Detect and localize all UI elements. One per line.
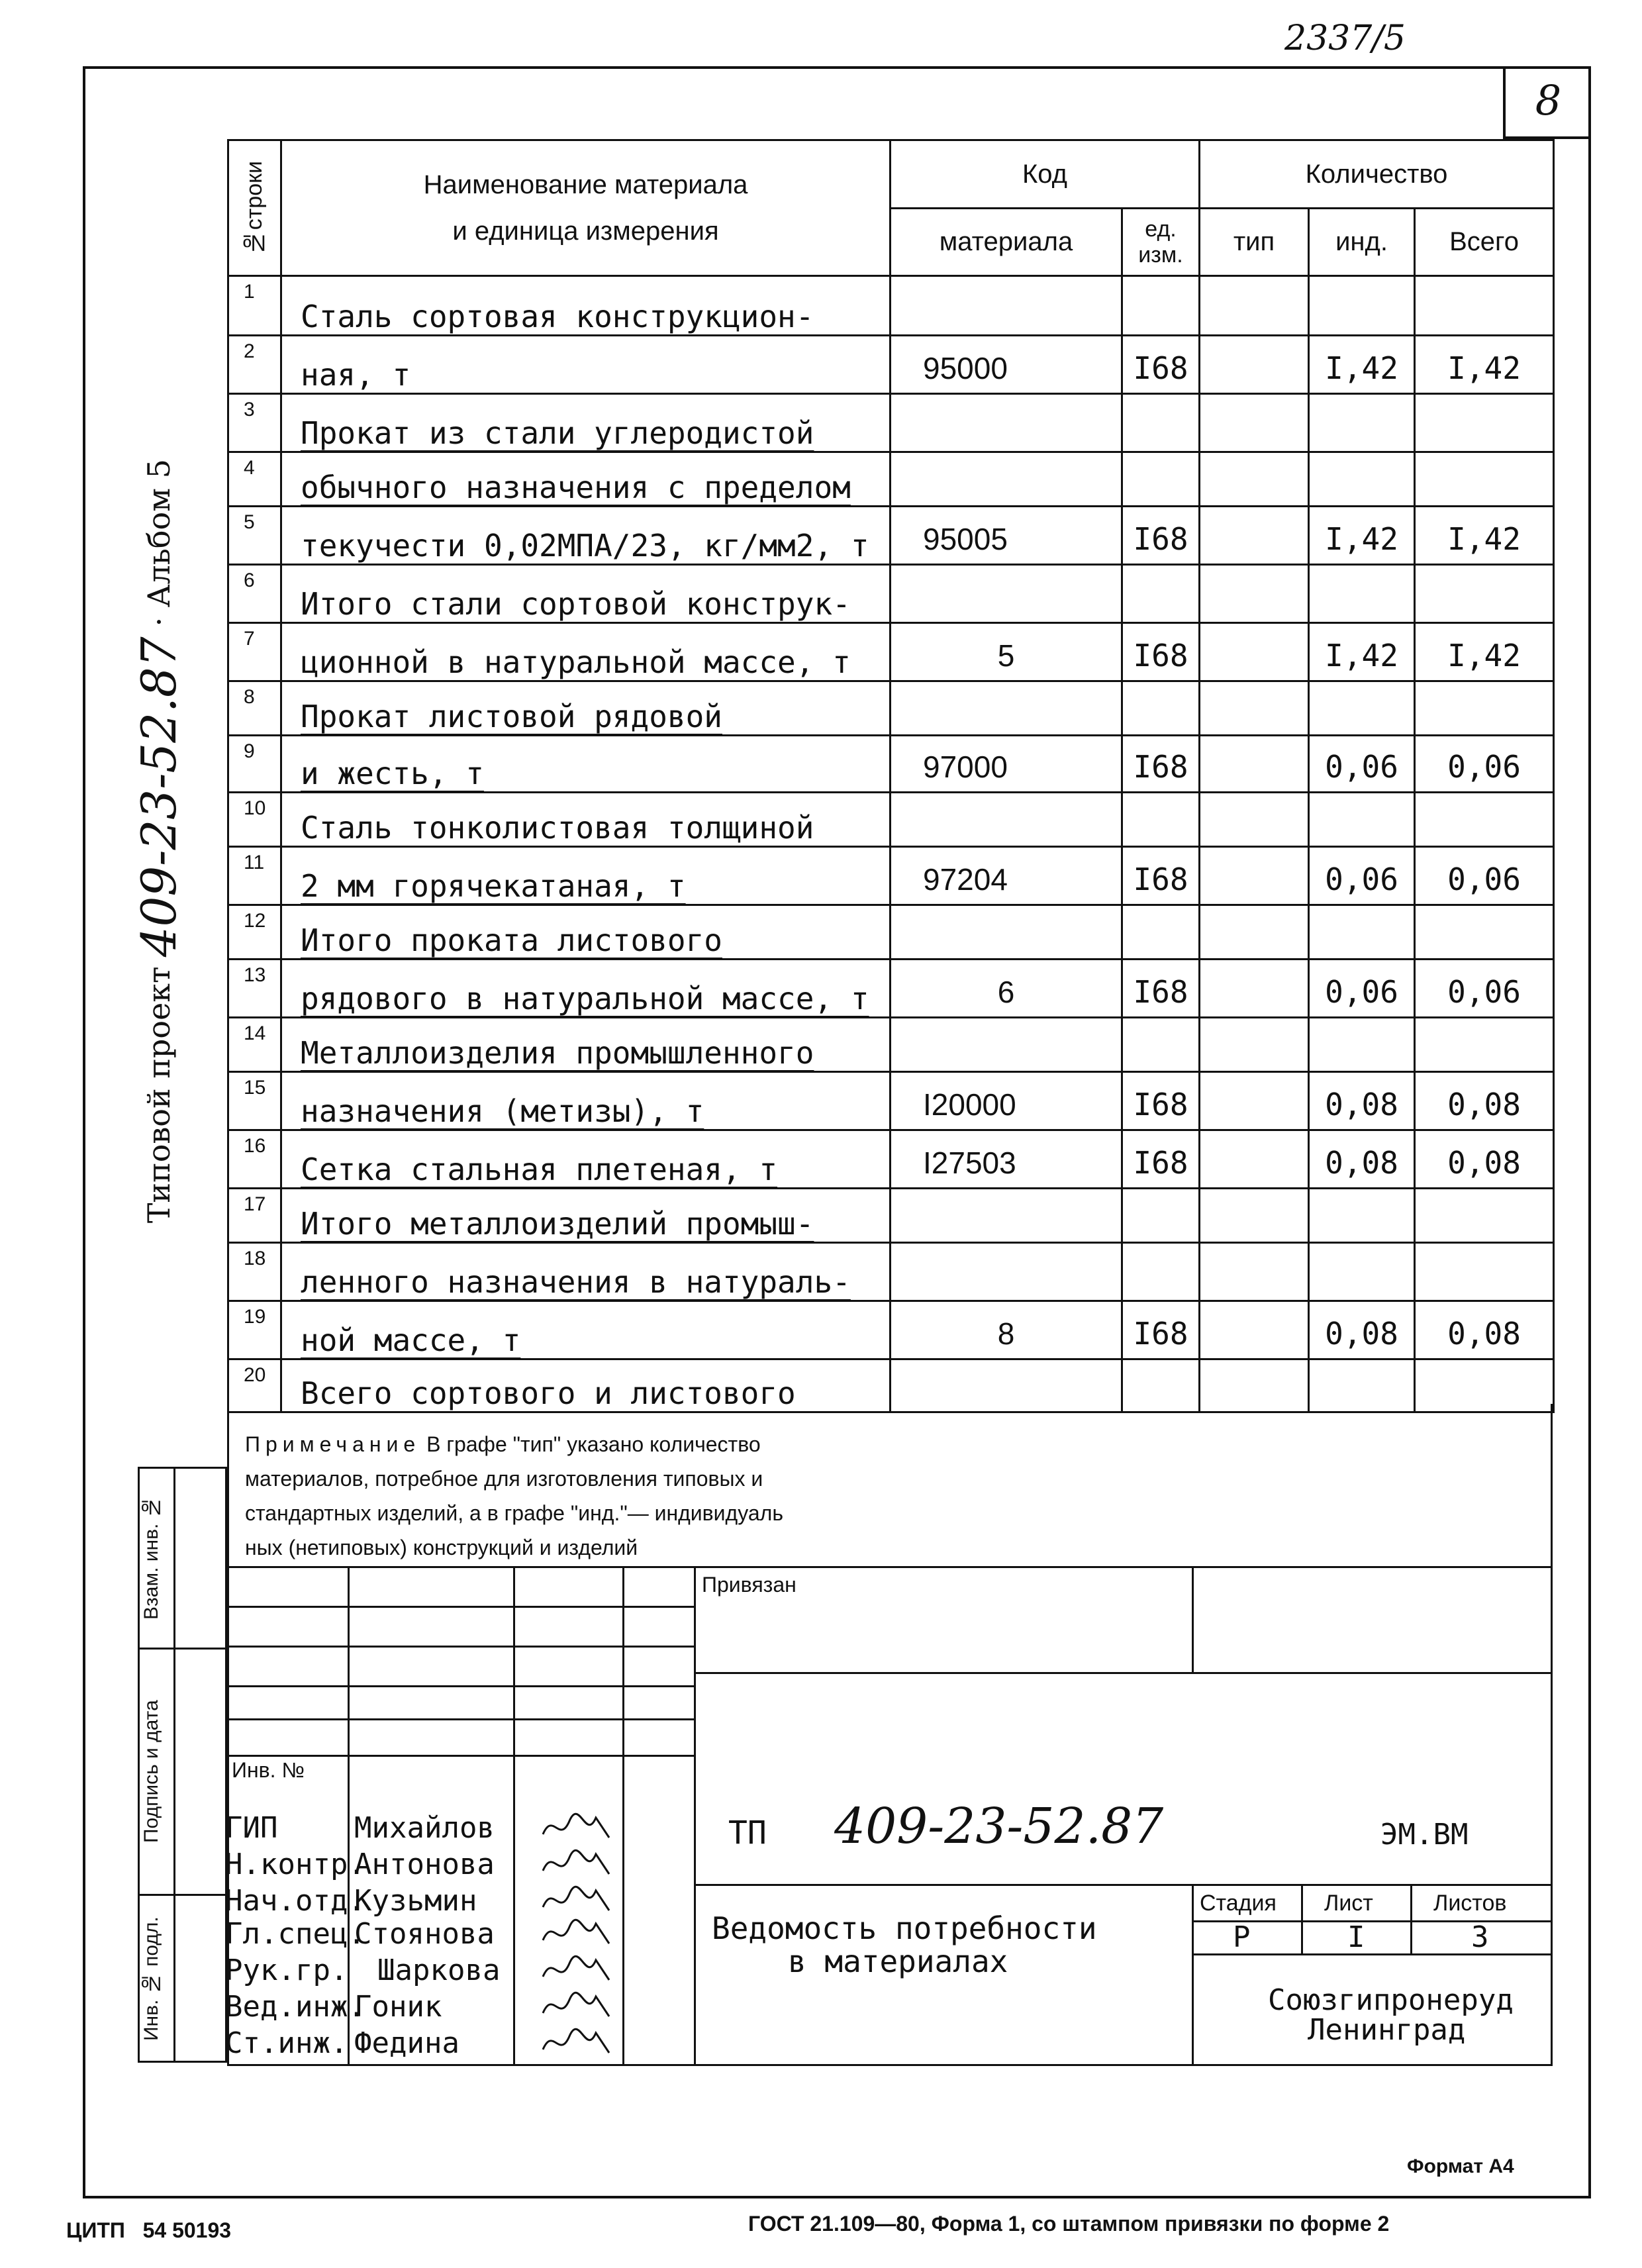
qty-total: 0,06 — [1415, 960, 1554, 1018]
table-row — [228, 394, 1554, 452]
qty-typ — [1200, 565, 1309, 623]
archive-number: 2337/5 — [1284, 19, 1406, 58]
row-number: 14 — [228, 1018, 281, 1072]
qty-typ — [1200, 507, 1309, 565]
header-quantity: Количество — [1200, 140, 1554, 209]
material-code — [891, 793, 1122, 847]
stamp-org-2: Ленинград — [1308, 2013, 1466, 2047]
stamp-sheet: I — [1347, 1920, 1365, 1954]
table-row — [228, 1359, 1554, 1412]
footer-gost: ГОСТ 21.109—80, Форма 1, со штампом привязки по форме 2 — [748, 2212, 1390, 2236]
qty-typ — [1200, 1018, 1309, 1072]
qty-typ — [1200, 336, 1309, 394]
qty-total — [1415, 905, 1554, 960]
qty-total — [1415, 1243, 1554, 1301]
side-album: Альбом 5 — [141, 458, 177, 608]
material-code — [891, 394, 1122, 452]
qty-ind: I,42 — [1309, 336, 1415, 394]
unit-code — [1122, 1018, 1200, 1072]
material-name: Итого металлоизделий промыш- — [281, 1189, 891, 1243]
qty-typ — [1200, 1243, 1309, 1301]
material-name: ционной в натуральной массе, т — [281, 623, 891, 681]
stamp-person-name: Стоянова — [354, 1917, 495, 1951]
qty-total — [1415, 565, 1554, 623]
table-row — [228, 681, 1554, 736]
qty-typ — [1200, 1130, 1309, 1189]
table-row — [228, 276, 1554, 336]
unit-code — [1122, 1243, 1200, 1301]
stamp-role: Н.контр. — [225, 1848, 365, 1881]
note-line-1: В графе "тип" указано количество — [426, 1432, 761, 1456]
qty-total — [1415, 276, 1554, 336]
side-inv: Инв. № подл. — [140, 1916, 162, 2042]
row-number: 7 — [228, 623, 281, 681]
qty-typ — [1200, 1189, 1309, 1243]
qty-total — [1415, 681, 1554, 736]
row-number: 11 — [228, 847, 281, 905]
qty-ind — [1309, 1189, 1415, 1243]
unit-code — [1122, 394, 1200, 452]
signature-icon — [540, 1987, 612, 2026]
material-name: Прокат листовой рядовой — [281, 681, 891, 736]
qty-ind: 0,08 — [1309, 1072, 1415, 1130]
signature-icon — [540, 1844, 612, 1884]
sheet-mark: 8 — [1503, 66, 1591, 139]
material-name: 2 мм горячекатаная, т — [281, 847, 891, 905]
material-name: Сталь сортовая конструкцион- — [281, 276, 891, 336]
side-project-code: 409-23-52.87 — [131, 636, 187, 957]
row-number: 9 — [228, 736, 281, 793]
row-number: 4 — [228, 452, 281, 507]
unit-code: I68 — [1122, 960, 1200, 1018]
side-title — [116, 411, 202, 1271]
unit-code — [1122, 1359, 1200, 1412]
material-name: рядового в натуральной массе, т — [281, 960, 891, 1018]
qty-ind — [1309, 1359, 1415, 1412]
stamp-title-2: в материалах — [788, 1944, 1008, 1979]
material-name: Сталь тонколистовая толщиной — [281, 793, 891, 847]
row-number: 5 — [228, 507, 281, 565]
qty-ind — [1309, 394, 1415, 452]
table-row — [228, 1018, 1554, 1072]
qty-total: I,42 — [1415, 507, 1554, 565]
row-number: 18 — [228, 1243, 281, 1301]
qty-ind: 0,08 — [1309, 1301, 1415, 1359]
footer-format: Формат А4 — [1407, 2155, 1514, 2177]
unit-code: I68 — [1122, 336, 1200, 394]
stamp-person-name: Кузьмин — [354, 1884, 477, 1918]
stamp-project-code: 409-23-52.87 — [834, 1798, 1164, 1855]
unit-code: I68 — [1122, 736, 1200, 793]
material-name: Металлоизделия промышленного — [281, 1018, 891, 1072]
material-code: 95000 — [891, 336, 1122, 394]
qty-total: 0,06 — [1415, 736, 1554, 793]
note-line-3: стандартных изделий, а в графе "инд."— индивидуаль — [245, 1501, 783, 1525]
signature-icon — [540, 1808, 612, 1848]
stamp-role: Рук.гр. — [225, 1953, 348, 1987]
material-name: ленного назначения в натураль- — [281, 1243, 891, 1301]
stamp-stage-h: Стадия — [1200, 1891, 1277, 1916]
material-name: Сетка стальная плетеная, т — [281, 1130, 891, 1189]
unit-code — [1122, 565, 1200, 623]
material-code — [891, 905, 1122, 960]
stamp-role: ГИП — [225, 1811, 278, 1845]
material-name: ной массе, т — [281, 1301, 891, 1359]
qty-ind — [1309, 276, 1415, 336]
row-number: 15 — [228, 1072, 281, 1130]
material-code: I20000 — [891, 1072, 1122, 1130]
row-number: 12 — [228, 905, 281, 960]
unit-code — [1122, 1189, 1200, 1243]
side-project-label: Типовой проект — [141, 966, 177, 1224]
stamp-tp: ТП — [728, 1814, 767, 1851]
row-number: 1 — [228, 276, 281, 336]
header-q-total: Всего — [1415, 209, 1554, 276]
qty-total: 0,08 — [1415, 1130, 1554, 1189]
qty-ind — [1309, 1018, 1415, 1072]
unit-code — [1122, 681, 1200, 736]
unit-code: I68 — [1122, 1072, 1200, 1130]
qty-ind: 0,08 — [1309, 1130, 1415, 1189]
header-name: Наименование материала и единица измерения — [281, 140, 891, 276]
stamp-person-name: Гоник — [354, 1990, 442, 2024]
stamp-person-name: Михайлов — [354, 1811, 495, 1845]
material-code: 97204 — [891, 847, 1122, 905]
qty-total — [1415, 1018, 1554, 1072]
qty-ind: I,42 — [1309, 623, 1415, 681]
material-table — [227, 139, 1555, 1413]
qty-typ — [1200, 623, 1309, 681]
qty-ind — [1309, 452, 1415, 507]
qty-ind — [1309, 681, 1415, 736]
signature-icon — [540, 1950, 612, 1990]
table-row — [228, 452, 1554, 507]
stamp-person-name: Федина — [354, 2026, 459, 2060]
header-row-no: №строки — [228, 140, 281, 276]
material-name: ная, т — [281, 336, 891, 394]
signature-icon — [540, 2023, 612, 2063]
qty-typ — [1200, 276, 1309, 336]
unit-code — [1122, 276, 1200, 336]
material-code — [891, 1189, 1122, 1243]
side-vzam: Взам. инв. № — [140, 1496, 162, 1620]
table-row — [228, 905, 1554, 960]
qty-total: 0,06 — [1415, 847, 1554, 905]
qty-typ — [1200, 905, 1309, 960]
table-row — [228, 1072, 1554, 1130]
unit-code — [1122, 452, 1200, 507]
note-line-4: ных (нетиповых) конструкций и изделий — [245, 1536, 638, 1559]
row-number: 13 — [228, 960, 281, 1018]
stamp-title-1: Ведомость потребности — [712, 1910, 1097, 1946]
row-number: 2 — [228, 336, 281, 394]
stamp-org-1: Союзгипронеруд — [1268, 1983, 1514, 2017]
qty-typ — [1200, 1072, 1309, 1130]
material-code: 5 — [891, 623, 1122, 681]
qty-ind — [1309, 905, 1415, 960]
table-row — [228, 565, 1554, 623]
table-row — [228, 960, 1554, 1018]
stamp-sheets-h: Листов — [1433, 1891, 1507, 1916]
qty-ind — [1309, 1243, 1415, 1301]
qty-total: 0,08 — [1415, 1301, 1554, 1359]
table-row — [228, 1189, 1554, 1243]
material-name: и жесть, т — [281, 736, 891, 793]
note — [245, 1427, 783, 1565]
qty-typ — [1200, 793, 1309, 847]
material-code: I27503 — [891, 1130, 1122, 1189]
header-code-unit: ед. изм. — [1122, 209, 1200, 276]
material-name: текучести 0,02МПА/23, кг/мм2, т — [281, 507, 891, 565]
row-number: 20 — [228, 1359, 281, 1412]
qty-typ — [1200, 394, 1309, 452]
material-name: Итого стали сортовой конструк- — [281, 565, 891, 623]
table-row — [228, 736, 1554, 793]
unit-code: I68 — [1122, 623, 1200, 681]
header-q-typ: тип — [1200, 209, 1309, 276]
stamp-sheet-h: Лист — [1324, 1891, 1373, 1916]
unit-code — [1122, 793, 1200, 847]
qty-total — [1415, 394, 1554, 452]
header-code: Код — [891, 140, 1200, 209]
qty-total — [1415, 1189, 1554, 1243]
material-name: обычного назначения с пределом — [281, 452, 891, 507]
header-code-material: материала — [891, 209, 1122, 276]
table-row — [228, 507, 1554, 565]
row-number: 10 — [228, 793, 281, 847]
note-line-2: материалов, потребное для изготовления типовых и — [245, 1467, 763, 1491]
table-row — [228, 336, 1554, 394]
material-code — [891, 1018, 1122, 1072]
material-code — [891, 276, 1122, 336]
side-dot: · — [141, 616, 177, 627]
qty-total — [1415, 793, 1554, 847]
qty-total — [1415, 452, 1554, 507]
side-sign-date: Подпись и дата — [140, 1700, 162, 1843]
stamp-stage: Р — [1233, 1920, 1251, 1954]
material-name: назначения (метизы), т — [281, 1072, 891, 1130]
material-code — [891, 452, 1122, 507]
material-code: 97000 — [891, 736, 1122, 793]
stamp-inv-no: Инв. № — [232, 1758, 305, 1782]
header-q-ind: инд. — [1309, 209, 1415, 276]
footer-left: ЦИТП 54 50193 — [66, 2218, 232, 2242]
material-code — [891, 565, 1122, 623]
material-name: Прокат из стали углеродистой — [281, 394, 891, 452]
stamp-attached: Привязан — [702, 1573, 797, 1597]
row-number: 17 — [228, 1189, 281, 1243]
table-row — [228, 847, 1554, 905]
unit-code: I68 — [1122, 507, 1200, 565]
material-code: 8 — [891, 1301, 1122, 1359]
unit-code: I68 — [1122, 1130, 1200, 1189]
stamp-role: Ст.инж. — [225, 2026, 348, 2060]
row-number: 19 — [228, 1301, 281, 1359]
qty-typ — [1200, 960, 1309, 1018]
qty-typ — [1200, 1359, 1309, 1412]
material-name: Всего сортового и листового — [281, 1359, 891, 1412]
qty-ind: 0,06 — [1309, 736, 1415, 793]
unit-code: I68 — [1122, 847, 1200, 905]
qty-typ — [1200, 736, 1309, 793]
stamp-doc-mark: ЭМ.ВМ — [1380, 1818, 1469, 1851]
stamp-person-name: Шаркова — [377, 1953, 501, 1987]
material-code: 95005 — [891, 507, 1122, 565]
signature-icon — [540, 1914, 612, 1953]
stamp-role: Вед.инж. — [225, 1990, 365, 2024]
stamp-person-name: Антонова — [354, 1848, 495, 1881]
table-row — [228, 793, 1554, 847]
table-row — [228, 623, 1554, 681]
row-number: 16 — [228, 1130, 281, 1189]
material-code: 6 — [891, 960, 1122, 1018]
unit-code: I68 — [1122, 1301, 1200, 1359]
qty-typ — [1200, 681, 1309, 736]
qty-ind: I,42 — [1309, 507, 1415, 565]
qty-typ — [1200, 847, 1309, 905]
qty-total: I,42 — [1415, 336, 1554, 394]
note-label: Примечание — [245, 1432, 421, 1456]
row-number: 8 — [228, 681, 281, 736]
material-name: Итого проката листового — [281, 905, 891, 960]
row-number: 6 — [228, 565, 281, 623]
table-row — [228, 1301, 1554, 1359]
unit-code — [1122, 905, 1200, 960]
stamp-role: Гл.спец. — [225, 1917, 365, 1951]
row-number: 3 — [228, 394, 281, 452]
material-code — [891, 1359, 1122, 1412]
stamp-role: Нач.отд. — [225, 1884, 365, 1918]
table-row — [228, 1243, 1554, 1301]
qty-total: I,42 — [1415, 623, 1554, 681]
qty-total: 0,08 — [1415, 1072, 1554, 1130]
material-code — [891, 1243, 1122, 1301]
qty-ind — [1309, 793, 1415, 847]
qty-total — [1415, 1359, 1554, 1412]
material-code — [891, 681, 1122, 736]
qty-ind: 0,06 — [1309, 847, 1415, 905]
qty-ind — [1309, 565, 1415, 623]
stamp-sheets: 3 — [1471, 1920, 1489, 1954]
table-row — [228, 1130, 1554, 1189]
qty-typ — [1200, 452, 1309, 507]
qty-typ — [1200, 1301, 1309, 1359]
qty-ind: 0,06 — [1309, 960, 1415, 1018]
